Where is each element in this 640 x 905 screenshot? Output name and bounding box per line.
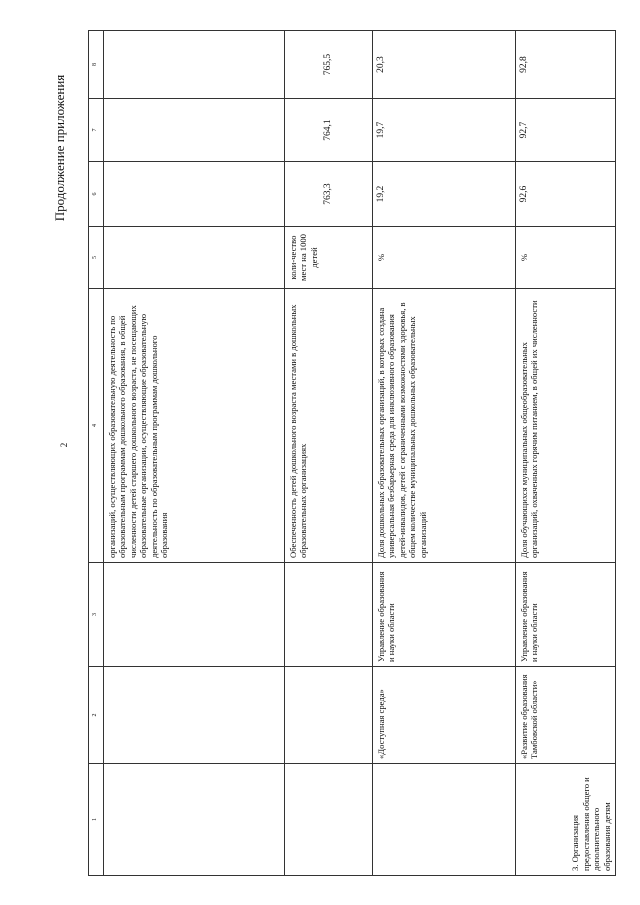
task-cell: 3. Организация предоставления общего и дополнительного образования детям [516, 764, 616, 876]
column-number: 5 [89, 227, 104, 289]
value-cell: 763,3 [285, 162, 373, 227]
table-sheet [88, 31, 616, 876]
column-number: 7 [89, 99, 104, 162]
indicator-cell: Обеспеченность детей дошкольного возраста местами в дошкольных образовательных организациях [285, 289, 373, 563]
column-number: 1 [89, 764, 104, 876]
table-row [373, 31, 516, 876]
data-table [88, 30, 616, 876]
task-cell [373, 764, 516, 876]
value-cell: 765,5 [285, 31, 373, 99]
program-cell: «Доступная среда» [373, 667, 516, 764]
value-cell: 19,2 [373, 162, 516, 227]
program-cell [285, 667, 373, 764]
value-cell: 764,1 [285, 99, 373, 162]
column-number: 8 [89, 31, 104, 99]
column-number: 3 [89, 563, 104, 667]
page-number: 2 [59, 442, 69, 448]
executor-cell [104, 563, 285, 667]
value-cell: 20,3 [373, 31, 516, 99]
table-row [285, 31, 373, 876]
unit-cell: % [373, 227, 516, 289]
value-cell: 92,7 [516, 99, 616, 162]
program-cell [104, 667, 285, 764]
executor-cell [285, 563, 373, 667]
rotated-table-wrapper [88, 31, 616, 876]
task-cell [104, 764, 285, 876]
unit-cell: % [516, 227, 616, 289]
value-cell [104, 162, 285, 227]
value-cell [104, 31, 285, 99]
indicator-cell: Доля обучающихся муниципальных общеобразовательных организаций, охваченных горячим питанием, в общей их численности [516, 289, 616, 563]
unit-cell: коли-чество мест на 1000 детей [285, 227, 373, 289]
executor-cell: Управление образования и науки области [516, 563, 616, 667]
task-cell [285, 764, 373, 876]
column-number: 4 [89, 289, 104, 563]
executor-cell: Управление образования и науки области [373, 563, 516, 667]
column-number: 2 [89, 667, 104, 764]
value-cell [104, 99, 285, 162]
indicator-cell: организаций, осуществляющих образовательную деятельность по образовательным программам дошкольного образования, в общей численности детей старшего дошкольного возраста, не посещающих образовательные организации, осуществляющие образовательную деятельность по образовательным программам дошкольного образования [104, 289, 285, 563]
table-row [104, 31, 285, 876]
page-title: Продолжение приложения [52, 74, 67, 222]
unit-cell [104, 227, 285, 289]
column-number: 6 [89, 162, 104, 227]
value-cell: 92,6 [516, 162, 616, 227]
indicator-cell: Доля дошкольных образовательных организаций, в которых создана универсальная безбарьерная среда для инклюзивного образования детей-инвалидов, детей с ограниченными возможностями здоровья, в общем количестве муниципальных дошкольных образовательных организаций [373, 289, 516, 563]
value-cell: 92,8 [516, 31, 616, 99]
table-row [516, 31, 616, 876]
program-cell: «Развитие образования Тамбовской области» [516, 667, 616, 764]
column-number-row [89, 31, 104, 876]
value-cell: 19,7 [373, 99, 516, 162]
